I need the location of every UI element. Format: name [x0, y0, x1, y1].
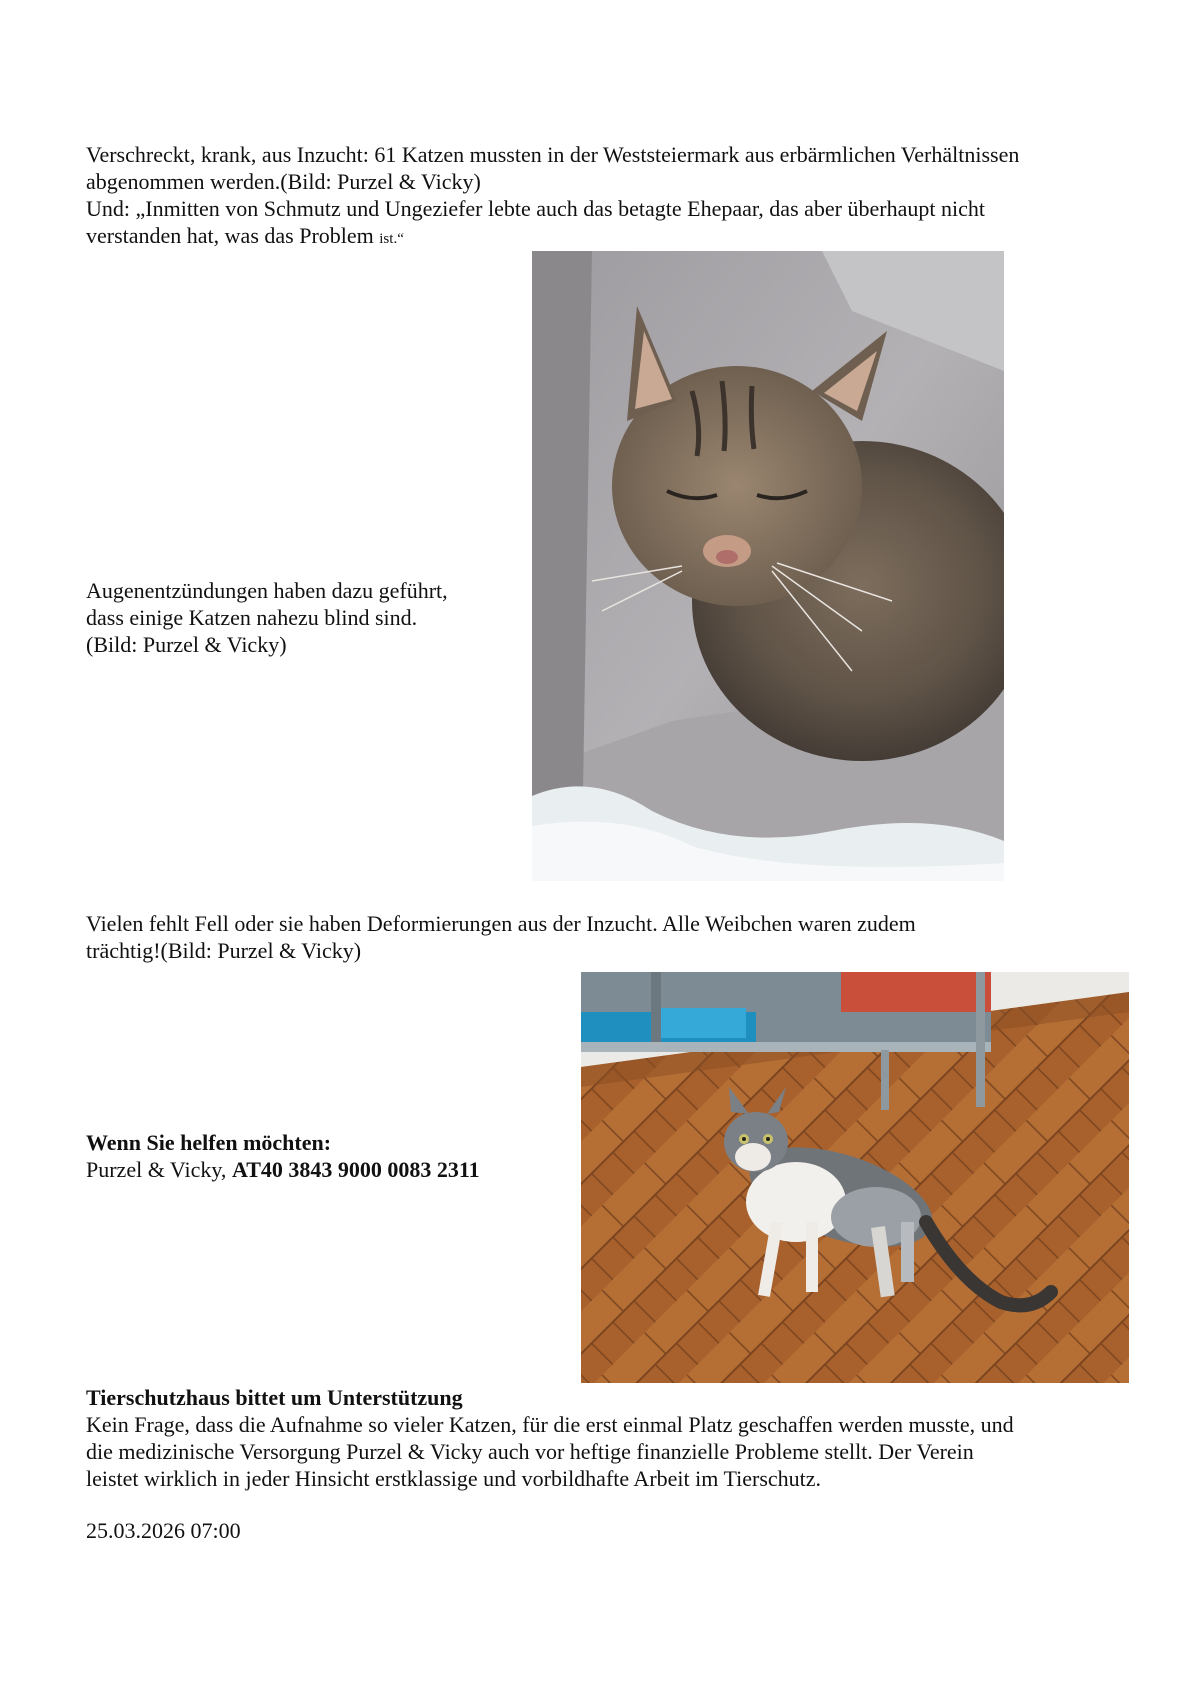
support-heading: Tierschutzhaus bittet um Unterstützung: [86, 1385, 463, 1410]
help-heading: Wenn Sie helfen möchten:: [86, 1130, 332, 1155]
publish-date: 25.03.2026 07:00: [86, 1518, 241, 1543]
caption1-line-3: (Bild: Purzel & Vicky): [86, 632, 287, 657]
help-iban[interactable]: AT40 3843 9000 0083 2311: [231, 1157, 480, 1182]
support-line-2: die medizinische Versorgung Purzel & Vicky auch vor heftige finanzielle Probleme stellt. Der Verein: [86, 1439, 974, 1464]
help-account: [86, 1156, 566, 1183]
intro-line-4: [86, 222, 1126, 253]
caption1-line-1: Augenentzündungen haben dazu geführt,: [86, 578, 448, 603]
photo2-caption: [86, 910, 1046, 964]
intro-line-4-main: verstanden hat, was das Problem: [86, 223, 380, 248]
caption2-line-1: Vielen fehlt Fell oder sie haben Deformierungen aus der Inzucht. Alle Weibchen waren zudem: [86, 911, 916, 936]
photo1-caption: [86, 577, 506, 658]
donation-info: [86, 1129, 566, 1183]
intro-line-2: abgenommen werden.(Bild: Purzel & Vicky): [86, 169, 481, 194]
caption2-line-2: trächtig!(Bild: Purzel & Vicky): [86, 938, 362, 963]
intro-line-3: Und: „Inmitten von Schmutz und Ungeziefer lebte auch das betagte Ehepaar, das aber überhaupt nicht: [86, 196, 985, 221]
caption1-line-2: dass einige Katzen nahezu blind sind.: [86, 605, 418, 630]
photo-thin-cat-on-floor: [581, 972, 1129, 1383]
photo-tabby-cat-eyes-closed: [532, 251, 1004, 881]
intro-paragraph: [86, 141, 1126, 253]
intro-line-4-small: ist.“: [379, 231, 404, 247]
support-line-3: leistet wirklich in jeder Hinsicht erstklassige und vorbildhafte Arbeit im Tierschutz.: [86, 1466, 822, 1491]
intro-line-1: Verschreckt, krank, aus Inzucht: 61 Katzen mussten in der Weststeiermark aus erbärmlichen Verhältnissen: [86, 142, 1020, 167]
support-section: [86, 1384, 1126, 1492]
support-line-1: Kein Frage, dass die Aufnahme so vieler Katzen, für die erst einmal Platz geschaffen werden musste, und: [86, 1412, 1014, 1437]
help-account-name: Purzel & Vicky,: [86, 1157, 232, 1182]
